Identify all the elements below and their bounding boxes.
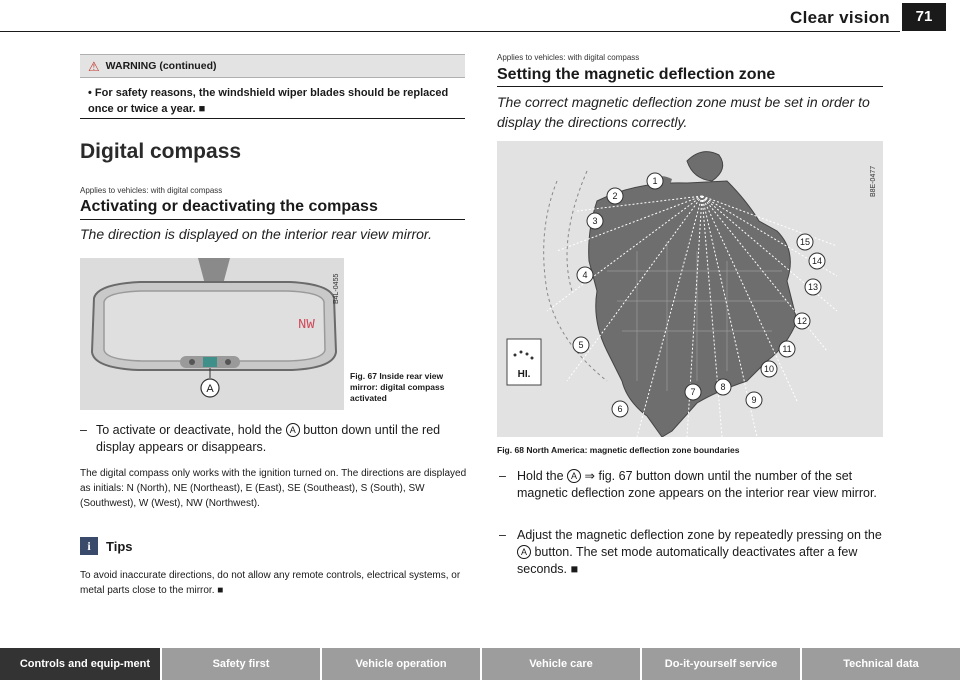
tips-text: To avoid inaccurate directions, do not allow any remote controls, electrical systems, or metal parts close to the mirror. ■ bbox=[80, 570, 461, 596]
zone-6-label: 6 bbox=[617, 404, 623, 414]
subsection-title-left: Activating or deactivating the compass bbox=[80, 198, 378, 215]
tips-title: Tips bbox=[106, 538, 133, 554]
figure-67-caption-num: Fig. 67 bbox=[350, 371, 377, 381]
nw-display: NW bbox=[298, 317, 315, 333]
zone-9-label: 9 bbox=[751, 395, 757, 405]
a-button-ref-2: A bbox=[517, 545, 531, 559]
intro-right: The correct magnetic deflection zone must be set in order to display the directions correctly. bbox=[497, 94, 870, 130]
activate-step-pre: To activate or deactivate, hold the bbox=[96, 423, 283, 437]
deflection-step-2: – Adjust the magnetic deflection zone by repeatedly pressing on the A button. The set mode automatically deactivates after a few seconds. ■ bbox=[499, 528, 882, 576]
subsection-title-right: Setting the magnetic deflection zone bbox=[497, 66, 776, 83]
warning-box bbox=[80, 54, 465, 119]
applies-note-left: Applies to vehicles: with digital compass bbox=[80, 186, 223, 195]
zone-12-label: 12 bbox=[796, 316, 808, 326]
zone-2-label: 2 bbox=[612, 191, 618, 201]
step1-pre: Hold the bbox=[517, 469, 564, 483]
warning-triangle-icon: ⚠ bbox=[88, 58, 100, 74]
zone-11-label: 11 bbox=[782, 344, 792, 354]
zone-7-label: 7 bbox=[690, 387, 696, 397]
intro-left: The direction is displayed on the interior rear view mirror. bbox=[80, 226, 432, 242]
step2-post: button. The set mode automatically deactivates after a few seconds. bbox=[517, 545, 858, 576]
page-header-title: Clear vision bbox=[790, 8, 890, 27]
footer-nav bbox=[0, 648, 960, 680]
activate-step-post: button down until the red display appears or disappears. bbox=[96, 423, 441, 454]
zone-14-label: 14 bbox=[811, 256, 823, 266]
figure-code-68: B8E-0477 bbox=[870, 165, 877, 197]
zone-8-label: 8 bbox=[720, 382, 726, 392]
warning-heading-text: WARNING (continued) bbox=[105, 60, 217, 72]
tab-vehicle-operation[interactable]: Vehicle operation bbox=[322, 648, 480, 680]
step1-post: button down until the number of the set magnetic deflection zone appears on the interior rear view mirror. bbox=[517, 469, 877, 500]
north-america-map bbox=[497, 141, 883, 437]
tab-diy-service[interactable]: Do-it-yourself service bbox=[642, 648, 800, 680]
zone-3-label: 3 bbox=[592, 216, 598, 226]
zone-4-label: 4 bbox=[582, 270, 588, 280]
tab-vehicle-care[interactable]: Vehicle care bbox=[482, 648, 640, 680]
compass-body-text: The digital compass only works with the ignition turned on. The directions are displayed as initials: N (North), NE (Northeast), E (East), SE (Southeast), S (South), SW (Southwest), W (West), NW (Northwest). bbox=[80, 468, 467, 509]
callout-a: A bbox=[206, 383, 214, 395]
figure-68-caption-text: North America: magnetic deflection zone boundaries bbox=[526, 445, 740, 455]
warning-text: • For safety reasons, the windshield wiper blades should be replaced once or twice a year. ■ bbox=[88, 87, 449, 115]
inset-hawaii-label: HI. bbox=[517, 369, 531, 380]
header-rule bbox=[0, 31, 900, 32]
section-title: Digital compass bbox=[80, 140, 242, 163]
tab-technical-data[interactable]: Technical data bbox=[802, 648, 960, 680]
tips-heading bbox=[80, 537, 133, 555]
info-icon: i bbox=[80, 537, 98, 555]
tab-safety-first[interactable]: Safety first bbox=[162, 648, 320, 680]
step2-pre: Adjust the magnetic deflection zone by repeatedly pressing on the bbox=[517, 528, 882, 542]
figure-68-map bbox=[497, 141, 883, 437]
figure-67-caption-text: Inside rear view mirror: digital compass activated bbox=[350, 371, 445, 403]
zone-5-label: 5 bbox=[578, 340, 584, 350]
zone-10-label: 10 bbox=[763, 364, 775, 374]
subsection-rule-left bbox=[80, 219, 465, 220]
a-button-ref-1: A bbox=[567, 469, 581, 483]
tips-body: To avoid inaccurate directions, do not allow any remote controls, electrical systems, or metal parts close to the mirror. bbox=[80, 570, 461, 596]
figure-68-caption bbox=[497, 445, 887, 456]
figure-67-mirror bbox=[80, 258, 344, 410]
subsection-rule-right bbox=[497, 86, 883, 87]
figure-67-caption bbox=[350, 371, 450, 404]
page-number: 71 bbox=[902, 3, 946, 31]
applies-note-right: Applies to vehicles: with digital compass bbox=[497, 53, 640, 62]
mirror-illustration bbox=[80, 258, 344, 410]
zone-13-label: 13 bbox=[807, 282, 819, 292]
zone-15-label: 15 bbox=[799, 237, 811, 247]
warning-bullet: For safety reasons, the windshield wiper blades should be replaced once or twice a year. bbox=[88, 87, 449, 115]
warning-heading bbox=[80, 54, 465, 78]
zone-1-label: 1 bbox=[652, 176, 658, 186]
figure-68-caption-num: Fig. 68 bbox=[497, 445, 524, 455]
deflection-step-1: – Hold the A ⇒ fig. 67 button down until the number of the set magnetic deflection zone appears on the interior rear view mirror. bbox=[499, 469, 877, 500]
tab-controls-equipment[interactable]: Controls and equip-ment bbox=[0, 648, 160, 680]
figure-code-67: B4L-0455 bbox=[333, 273, 340, 304]
activate-step: – To activate or deactivate, hold the A button down until the red display appears or disappears. bbox=[80, 423, 441, 454]
step1-ref: ⇒ fig. 67 bbox=[584, 469, 633, 483]
a-button-ref: A bbox=[286, 423, 300, 437]
